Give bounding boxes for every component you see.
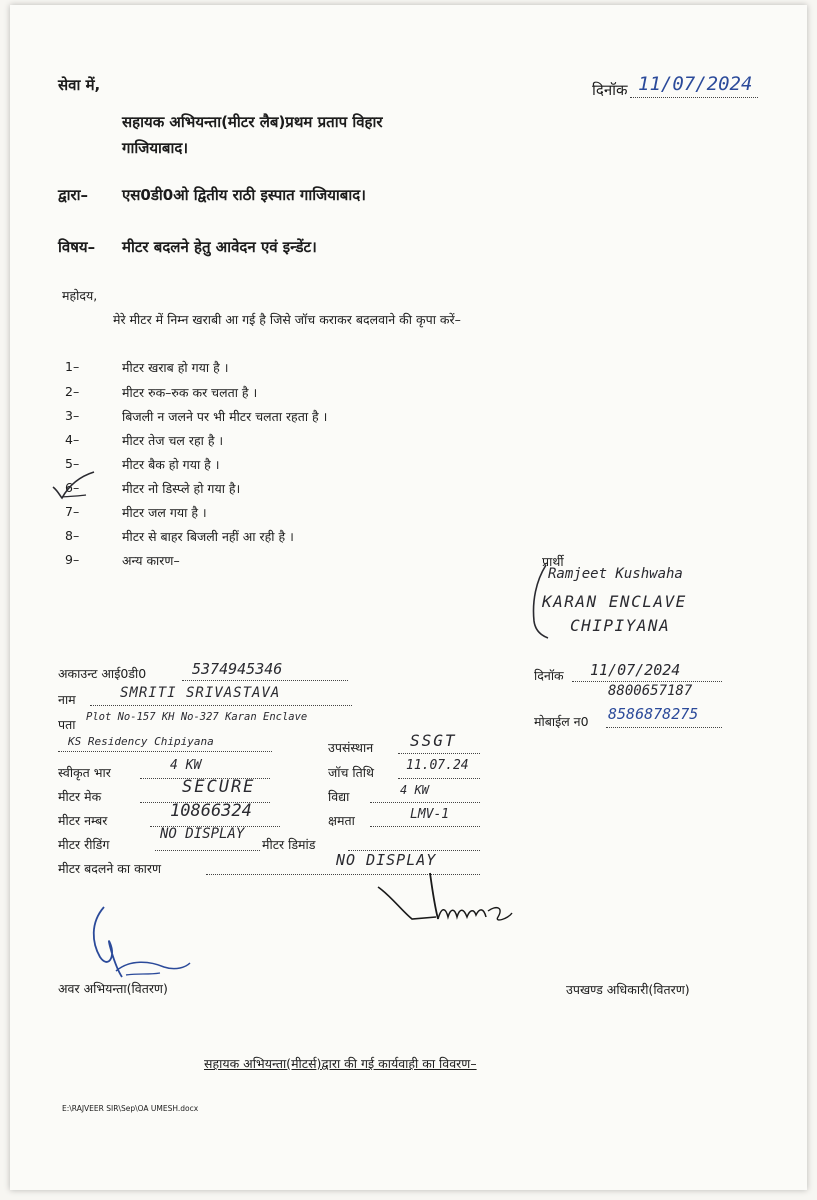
fault-8-text: मीटर से बाहर बिजली नहीं आ रही है । xyxy=(122,529,294,544)
subject-label: विषय– xyxy=(58,238,96,256)
account-line xyxy=(182,680,348,681)
applicant-date-line xyxy=(572,681,722,682)
reading-label: मीटर रीडिंग xyxy=(58,837,110,852)
address-label: पता xyxy=(58,717,76,732)
action-heading: सहायक अभियन्ता(मीटर्स)द्वारा की गई कार्यवाही का विवरण– xyxy=(204,1056,477,1071)
fault-7-number: 7– xyxy=(65,504,80,519)
method-line xyxy=(370,802,480,803)
reading-line xyxy=(155,850,260,851)
applicant-phone-1: 8800657187 xyxy=(608,683,693,699)
substation-line xyxy=(398,753,480,754)
capacity-label: क्षमता xyxy=(328,813,355,828)
fault-1-number: 1– xyxy=(65,359,80,374)
fault-2-text: मीटर रुक–रुक कर चलता है । xyxy=(122,385,258,400)
fault-2-number: 2– xyxy=(65,384,80,399)
fault-3-number: 3– xyxy=(65,408,80,423)
substation-label: उपसंस्थान xyxy=(328,740,374,755)
intro-text: मेरे मीटर में निम्न खराबी आ गई है जिसे जॉच कराकर बदलवाने की कृपा करें– xyxy=(113,312,461,327)
document-page xyxy=(10,5,807,1190)
file-path: E:\RAJVEER SIR\Sep\OA UMESH.docx xyxy=(62,1104,199,1113)
fault-9-number: 9– xyxy=(65,552,80,567)
demand-label: मीटर डिमांड xyxy=(262,837,316,852)
applicant-phone-2: 8586878275 xyxy=(608,705,699,723)
date-label: दिनॉक xyxy=(592,81,628,99)
mobile-label: मोबाईल न0 xyxy=(534,714,589,729)
fault-3-text: बिजली न जलने पर भी मीटर चलता रहता है । xyxy=(122,409,328,424)
applicant-label: प्रार्थी xyxy=(542,554,564,569)
applicant-name-handwritten: Ramjeet Kushwaha xyxy=(548,566,683,582)
name-line xyxy=(90,705,352,706)
reason-label: मीटर बदलने का कारण xyxy=(58,861,162,876)
junior-engineer-label: अवर अभियन्ता(वितरण) xyxy=(58,981,168,996)
via-label: द्वारा– xyxy=(58,186,89,204)
fault-8-number: 8– xyxy=(65,528,80,543)
check-date-line xyxy=(398,778,480,779)
name-value: SMRITI SRIVASTAVA xyxy=(120,685,281,701)
recipient-line-1: सहायक अभियन्ता(मीटर लैब)प्रथम प्रताप विहार xyxy=(122,113,383,131)
date-dotted-line xyxy=(630,97,758,98)
applicant-address-line-2: CHIPIYANA xyxy=(570,616,671,635)
junior-engineer-signature xyxy=(86,903,196,987)
address-value-2: KS Residency Chipiyana xyxy=(68,735,214,748)
address-line xyxy=(58,751,272,752)
method-label: विद्या xyxy=(328,789,350,804)
fault-5-text: मीटर बैक हो गया है । xyxy=(122,457,220,472)
officer-signature xyxy=(372,865,522,927)
fault-6-text: मीटर नो डिस्प्ले हो गया है। xyxy=(122,481,241,496)
method-value: 4 KW xyxy=(400,783,429,797)
sanctioned-load-value: 4 KW xyxy=(170,758,202,773)
tick-mark-icon xyxy=(50,469,96,501)
fault-4-number: 4– xyxy=(65,432,80,447)
meter-make-value: SECURE xyxy=(182,777,256,797)
name-label: नाम xyxy=(58,692,76,707)
fault-9-text: अन्य कारण– xyxy=(122,553,180,568)
fault-4-text: मीटर तेज चल रहा है । xyxy=(122,433,224,448)
fault-5-number: 5– xyxy=(65,456,80,471)
fault-7-text: मीटर जल गया है । xyxy=(122,505,207,520)
to-label: सेवा में, xyxy=(58,76,101,94)
subject-value: मीटर बदलने हेतु आवेदन एवं इन्डेंट। xyxy=(122,238,317,256)
via-value: एस0डी0ओ द्वितीय राठी इस्पात गाजियाबाद। xyxy=(122,186,366,204)
meter-number-value: 10866324 xyxy=(170,801,252,821)
applicant-date-label: दिनॉक xyxy=(534,668,564,683)
date-handwritten: 11/07/2024 xyxy=(638,73,753,95)
fault-1-text: मीटर खराब हो गया है । xyxy=(122,360,229,375)
meter-make-label: मीटर मेक xyxy=(58,789,102,804)
address-value-1: Plot No-157 KH No-327 Karan Enclave xyxy=(86,711,308,723)
fault-6-number: 6– xyxy=(65,480,80,495)
substation-value: SSGT xyxy=(410,731,457,750)
check-date-label: जॉच तिथि xyxy=(328,765,375,780)
sdo-label: उपखण्ड अधिकारी(वितरण) xyxy=(566,982,690,997)
mobile-line xyxy=(606,727,722,728)
meter-number-label: मीटर नम्बर xyxy=(58,813,108,828)
salutation: महोदय, xyxy=(62,288,98,303)
capacity-value: LMV-1 xyxy=(410,807,450,822)
applicant-date-handwritten: 11/07/2024 xyxy=(590,661,681,679)
sanctioned-load-label: स्वीकृत भार xyxy=(58,765,111,780)
capacity-line xyxy=(370,826,480,827)
reason-value: NO DISPLAY xyxy=(336,851,437,869)
account-label: अकाउन्ट आई0डी0 xyxy=(58,666,147,681)
reading-value: NO DISPLAY xyxy=(160,826,245,842)
applicant-address-line-1: KARAN ENCLAVE xyxy=(542,592,687,611)
check-date-value: 11.07.24 xyxy=(406,758,469,773)
recipient-line-2: गाजियाबाद। xyxy=(122,139,189,157)
account-value: 5374945346 xyxy=(192,660,283,678)
